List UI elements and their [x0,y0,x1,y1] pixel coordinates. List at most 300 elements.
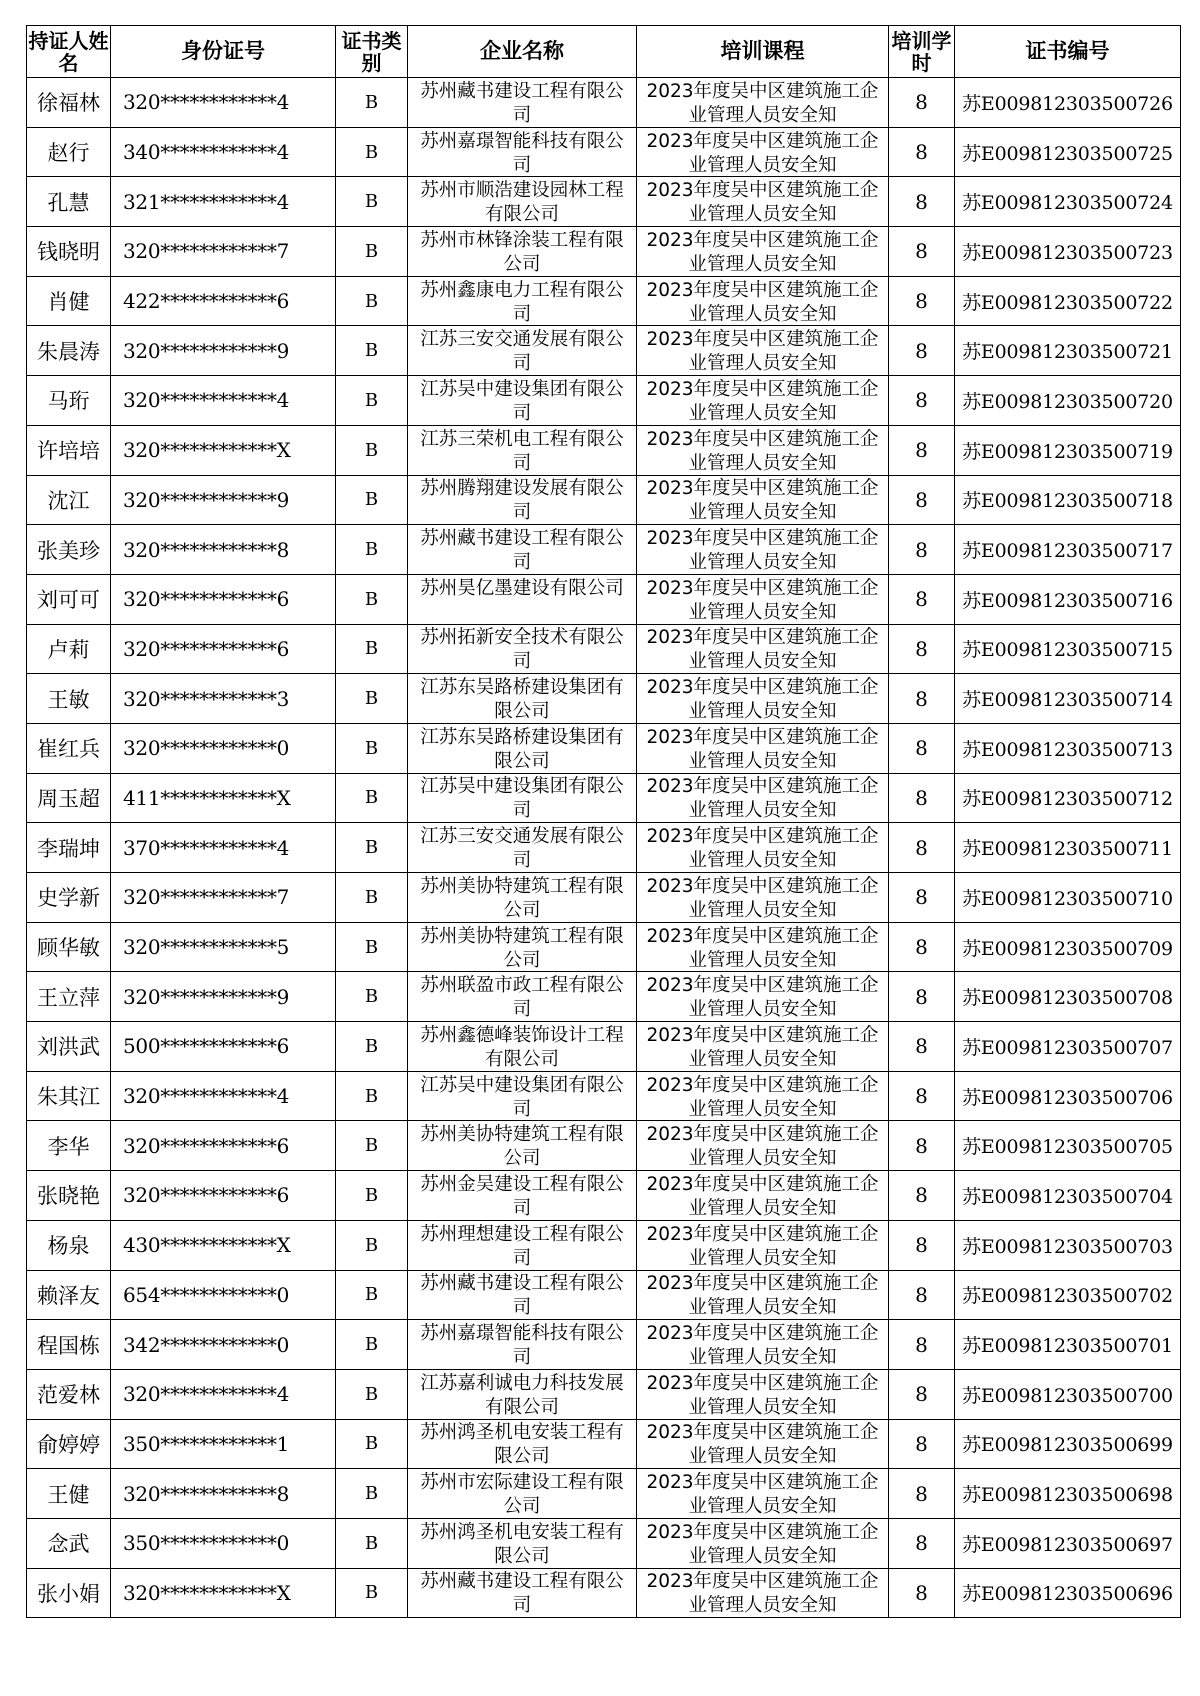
company-name-text: 苏州市顺浩建设园林工程有限公司 [420,180,624,226]
id-number-cell: 320************4 [111,78,336,128]
training-course-cell [637,127,889,177]
company-name-cell [408,873,637,923]
category-cell: B [336,1220,408,1270]
id-number-cell: 320************7 [111,873,336,923]
company-name-text: 江苏三安交通发展有限公司 [420,826,624,872]
training-course-cell [637,425,889,475]
company-name-cell [408,525,637,575]
category-cell: B [336,1369,408,1419]
holder-name-cell: 卢莉 [27,624,111,674]
category-cell: B [336,823,408,873]
certificate-number-cell: 苏E009812303500698 [955,1469,1181,1519]
table-row [27,227,1181,277]
holder-name-cell: 刘洪武 [27,1022,111,1072]
id-number-cell: 320************X [111,425,336,475]
training-course-cell [637,624,889,674]
training-course-cell [637,773,889,823]
company-name-cell [408,1369,637,1419]
holder-name-cell: 范爱林 [27,1369,111,1419]
holder-name-cell: 杨泉 [27,1220,111,1270]
training-course-text: 2023年度吴中区建筑施工企业管理人员安全知 [646,925,879,971]
header-row [27,26,1181,78]
training-course-cell [637,972,889,1022]
training-course-cell [637,376,889,426]
training-hours-cell: 8 [889,525,955,575]
category-cell: B [336,1270,408,1320]
certificate-number-cell: 苏E009812303500702 [955,1270,1181,1320]
certificate-number-cell: 苏E009812303500701 [955,1320,1181,1370]
table-row [27,823,1181,873]
training-course-cell [637,1568,889,1618]
training-course-text: 2023年度吴中区建筑施工企业管理人员安全知 [646,428,879,474]
training-course-text: 2023年度吴中区建筑施工企业管理人员安全知 [646,1223,879,1269]
id-number-cell: 320************4 [111,376,336,426]
table-row [27,1171,1181,1221]
company-name-cell [408,127,637,177]
training-course-text: 2023年度吴中区建筑施工企业管理人员安全知 [646,180,879,226]
training-hours-cell: 8 [889,972,955,1022]
holder-name-cell: 朱晨涛 [27,326,111,376]
category-cell: B [336,1071,408,1121]
company-name-text: 苏州美协特建筑工程有限公司 [420,875,624,921]
category-cell: B [336,127,408,177]
company-name-cell [408,1320,637,1370]
training-hours-cell: 8 [889,326,955,376]
table-row [27,376,1181,426]
table-row [27,475,1181,525]
company-name-text: 江苏吴中建设集团有限公司 [420,1074,624,1120]
table-row [27,1469,1181,1519]
training-hours-cell: 8 [889,127,955,177]
category-cell: B [336,723,408,773]
table-body [27,78,1181,1618]
training-course-text: 2023年度吴中区建筑施工企业管理人员安全知 [646,776,879,822]
holder-name-cell: 赖泽友 [27,1270,111,1320]
id-number-cell: 320************8 [111,1469,336,1519]
training-course-cell [637,1121,889,1171]
company-name-cell [408,1220,637,1270]
company-name-cell [408,1419,637,1469]
company-name-text: 苏州嘉璟智能科技有限公司 [420,1323,624,1369]
certificate-number-cell: 苏E009812303500717 [955,525,1181,575]
holder-name-cell: 俞婷婷 [27,1419,111,1469]
category-cell: B [336,1469,408,1519]
company-name-cell [408,574,637,624]
training-course-cell [637,723,889,773]
holder-name-cell: 崔红兵 [27,723,111,773]
company-name-text: 江苏东吴路桥建设集团有限公司 [420,726,624,772]
training-course-cell [637,1320,889,1370]
header-company-name: 企业名称 [408,26,637,78]
certificate-number-cell: 苏E009812303500720 [955,376,1181,426]
certificate-number-cell: 苏E009812303500709 [955,922,1181,972]
certificate-number-cell: 苏E009812303500711 [955,823,1181,873]
training-hours-cell: 8 [889,1220,955,1270]
training-course-text: 2023年度吴中区建筑施工企业管理人员安全知 [646,229,879,275]
header-certificate-category: 证书类别 [336,26,408,78]
training-hours-cell: 8 [889,723,955,773]
table-row [27,425,1181,475]
holder-name-cell: 王健 [27,1469,111,1519]
company-name-cell [408,1270,637,1320]
holder-name-cell: 刘可可 [27,574,111,624]
holder-name-cell: 李华 [27,1121,111,1171]
training-course-text: 2023年度吴中区建筑施工企业管理人员安全知 [646,826,879,872]
table-row [27,1022,1181,1072]
certificate-number-cell: 苏E009812303500699 [955,1419,1181,1469]
certificate-number-cell: 苏E009812303500707 [955,1022,1181,1072]
id-number-cell: 320************9 [111,475,336,525]
category-cell: B [336,1171,408,1221]
holder-name-cell: 钱晓明 [27,227,111,277]
id-number-cell: 422************6 [111,276,336,326]
holder-name-cell: 李瑞坤 [27,823,111,873]
id-number-cell: 320************6 [111,624,336,674]
header-training-course: 培训课程 [637,26,889,78]
table-row [27,624,1181,674]
table-row [27,1121,1181,1171]
header-id-number: 身份证号 [111,26,336,78]
training-course-cell [637,674,889,724]
id-number-cell: 370************4 [111,823,336,873]
training-hours-cell: 8 [889,674,955,724]
category-cell: B [336,1320,408,1370]
category-cell: B [336,624,408,674]
category-cell: B [336,1568,408,1618]
id-number-cell: 342************0 [111,1320,336,1370]
holder-name-cell: 徐福林 [27,78,111,128]
table-row [27,723,1181,773]
company-name-cell [408,1022,637,1072]
certificate-number-cell: 苏E009812303500704 [955,1171,1181,1221]
training-hours-cell: 8 [889,1320,955,1370]
category-cell: B [336,376,408,426]
company-name-text: 江苏三荣机电工程有限公司 [420,428,624,474]
training-course-cell [637,574,889,624]
training-course-cell [637,525,889,575]
training-course-cell [637,1171,889,1221]
training-course-text: 2023年度吴中区建筑施工企业管理人员安全知 [646,1024,879,1070]
certificate-number-cell: 苏E009812303500714 [955,674,1181,724]
table-row [27,78,1181,128]
training-hours-cell: 8 [889,823,955,873]
training-hours-cell: 8 [889,1121,955,1171]
company-name-cell [408,1171,637,1221]
category-cell: B [336,1419,408,1469]
company-name-text: 苏州市宏际建设工程有限公司 [420,1472,624,1518]
training-course-cell [637,78,889,128]
company-name-text: 苏州联盈市政工程有限公司 [420,975,624,1021]
category-cell: B [336,674,408,724]
certificate-number-cell: 苏E009812303500718 [955,475,1181,525]
holder-name-cell: 沈江 [27,475,111,525]
training-hours-cell: 8 [889,1022,955,1072]
certificate-number-cell: 苏E009812303500726 [955,78,1181,128]
category-cell: B [336,177,408,227]
table-row [27,177,1181,227]
training-course-cell [637,1071,889,1121]
company-name-text: 江苏三安交通发展有限公司 [420,329,624,375]
company-name-cell [408,823,637,873]
certificate-number-cell: 苏E009812303500700 [955,1369,1181,1419]
table-row [27,1369,1181,1419]
table-row [27,1320,1181,1370]
holder-name-cell: 王敏 [27,674,111,724]
training-course-text: 2023年度吴中区建筑施工企业管理人员安全知 [646,677,879,723]
id-number-cell: 320************0 [111,723,336,773]
id-number-cell: 320************3 [111,674,336,724]
training-hours-cell: 8 [889,425,955,475]
id-number-cell: 430************X [111,1220,336,1270]
company-name-cell [408,78,637,128]
certificate-number-cell: 苏E009812303500705 [955,1121,1181,1171]
category-cell: B [336,922,408,972]
certificate-number-cell: 苏E009812303500712 [955,773,1181,823]
training-course-cell [637,1220,889,1270]
category-cell: B [336,276,408,326]
company-name-cell [408,723,637,773]
company-name-text: 苏州藏书建设工程有限公司 [420,528,624,574]
training-hours-cell: 8 [889,227,955,277]
training-course-text: 2023年度吴中区建筑施工企业管理人员安全知 [646,1521,879,1567]
category-cell: B [336,972,408,1022]
id-number-cell: 320************7 [111,227,336,277]
company-name-text: 江苏吴中建设集团有限公司 [420,378,624,424]
training-course-text: 2023年度吴中区建筑施工企业管理人员安全知 [646,80,879,126]
company-name-cell [408,177,637,227]
id-number-cell: 340************4 [111,127,336,177]
certificate-number-cell: 苏E009812303500708 [955,972,1181,1022]
header-certificate-number: 证书编号 [955,26,1181,78]
training-course-text: 2023年度吴中区建筑施工企业管理人员安全知 [646,130,879,176]
company-name-cell [408,1121,637,1171]
company-name-text: 苏州美协特建筑工程有限公司 [420,925,624,971]
certificate-number-cell: 苏E009812303500706 [955,1071,1181,1121]
training-hours-cell: 8 [889,1270,955,1320]
company-name-cell [408,376,637,426]
category-cell: B [336,574,408,624]
company-name-text: 苏州昊亿墨建设有限公司 [420,577,624,599]
holder-name-cell: 孔慧 [27,177,111,227]
training-course-text: 2023年度吴中区建筑施工企业管理人员安全知 [646,627,879,673]
table-row [27,574,1181,624]
training-course-text: 2023年度吴中区建筑施工企业管理人员安全知 [646,478,879,524]
company-name-cell [408,475,637,525]
id-number-cell: 320************9 [111,326,336,376]
company-name-text: 苏州藏书建设工程有限公司 [420,80,624,126]
training-course-cell [637,1518,889,1568]
company-name-cell [408,1568,637,1618]
company-name-text: 苏州藏书建设工程有限公司 [420,1273,624,1319]
id-number-cell: 350************1 [111,1419,336,1469]
id-number-cell: 321************4 [111,177,336,227]
category-cell: B [336,326,408,376]
company-name-cell [408,276,637,326]
category-cell: B [336,873,408,923]
training-hours-cell: 8 [889,1071,955,1121]
category-cell: B [336,475,408,525]
category-cell: B [336,425,408,475]
training-course-cell [637,475,889,525]
certificate-number-cell: 苏E009812303500722 [955,276,1181,326]
id-number-cell: 320************6 [111,1121,336,1171]
training-course-cell [637,177,889,227]
table-row [27,972,1181,1022]
company-name-cell [408,1518,637,1568]
training-course-text: 2023年度吴中区建筑施工企业管理人员安全知 [646,378,879,424]
category-cell: B [336,773,408,823]
certificate-number-cell: 苏E009812303500713 [955,723,1181,773]
table-row [27,1419,1181,1469]
company-name-text: 苏州理想建设工程有限公司 [420,1223,624,1269]
company-name-text: 苏州鑫康电力工程有限公司 [420,279,624,325]
id-number-cell: 320************5 [111,922,336,972]
certificate-number-cell: 苏E009812303500696 [955,1568,1181,1618]
id-number-cell: 320************4 [111,1071,336,1121]
id-number-cell: 411************X [111,773,336,823]
header-holder-name: 持证人姓名 [27,26,111,78]
table-row [27,1220,1181,1270]
holder-name-cell: 顾华敏 [27,922,111,972]
training-course-cell [637,873,889,923]
training-hours-cell: 8 [889,922,955,972]
training-course-text: 2023年度吴中区建筑施工企业管理人员安全知 [646,1173,879,1219]
category-cell: B [336,525,408,575]
table-row [27,1071,1181,1121]
table-row [27,276,1181,326]
certificate-table [26,25,1181,1618]
training-hours-cell: 8 [889,1369,955,1419]
training-hours-cell: 8 [889,773,955,823]
certificate-number-cell: 苏E009812303500697 [955,1518,1181,1568]
certificate-number-cell: 苏E009812303500723 [955,227,1181,277]
holder-name-cell: 周玉超 [27,773,111,823]
training-hours-cell: 8 [889,1568,955,1618]
training-hours-cell: 8 [889,376,955,426]
id-number-cell: 350************0 [111,1518,336,1568]
training-hours-cell: 8 [889,1469,955,1519]
training-course-text: 2023年度吴中区建筑施工企业管理人员安全知 [646,1472,879,1518]
training-hours-cell: 8 [889,1171,955,1221]
id-number-cell: 500************6 [111,1022,336,1072]
certificate-number-cell: 苏E009812303500715 [955,624,1181,674]
training-hours-cell: 8 [889,276,955,326]
id-number-cell: 320************6 [111,1171,336,1221]
certificate-number-cell: 苏E009812303500716 [955,574,1181,624]
certificate-number-cell: 苏E009812303500703 [955,1220,1181,1270]
id-number-cell: 320************X [111,1568,336,1618]
company-name-cell [408,227,637,277]
table-row [27,525,1181,575]
training-course-cell [637,276,889,326]
holder-name-cell: 程国栋 [27,1320,111,1370]
id-number-cell: 320************4 [111,1369,336,1419]
table-row [27,326,1181,376]
company-name-text: 苏州市林锋涂装工程有限公司 [420,229,624,275]
holder-name-cell: 肖健 [27,276,111,326]
training-hours-cell: 8 [889,475,955,525]
holder-name-cell: 张小娟 [27,1568,111,1618]
company-name-text: 苏州金吴建设工程有限公司 [420,1173,624,1219]
training-course-cell [637,326,889,376]
company-name-text: 江苏东吴路桥建设集团有限公司 [420,677,624,723]
training-course-cell [637,227,889,277]
company-name-cell [408,326,637,376]
company-name-text: 苏州鸿圣机电安装工程有限公司 [420,1521,624,1567]
company-name-text: 苏州鑫德峰装饰设计工程有限公司 [420,1024,624,1070]
certificate-number-cell: 苏E009812303500710 [955,873,1181,923]
company-name-text: 苏州美协特建筑工程有限公司 [420,1124,624,1170]
company-name-text: 苏州嘉璟智能科技有限公司 [420,130,624,176]
category-cell: B [336,1022,408,1072]
training-course-cell [637,1369,889,1419]
training-hours-cell: 8 [889,177,955,227]
holder-name-cell: 王立萍 [27,972,111,1022]
table-row [27,873,1181,923]
category-cell: B [336,1121,408,1171]
holder-name-cell: 张晓艳 [27,1171,111,1221]
training-course-text: 2023年度吴中区建筑施工企业管理人员安全知 [646,1124,879,1170]
training-course-text: 2023年度吴中区建筑施工企业管理人员安全知 [646,1323,879,1369]
training-course-text: 2023年度吴中区建筑施工企业管理人员安全知 [646,528,879,574]
table-row [27,1518,1181,1568]
training-course-cell [637,1469,889,1519]
company-name-text: 苏州腾翔建设发展有限公司 [420,478,624,524]
id-number-cell: 320************9 [111,972,336,1022]
training-course-text: 2023年度吴中区建筑施工企业管理人员安全知 [646,975,879,1021]
id-number-cell: 320************8 [111,525,336,575]
certificate-number-cell: 苏E009812303500719 [955,425,1181,475]
training-course-text: 2023年度吴中区建筑施工企业管理人员安全知 [646,726,879,772]
training-hours-cell: 8 [889,1419,955,1469]
company-name-cell [408,674,637,724]
certificate-number-cell: 苏E009812303500721 [955,326,1181,376]
category-cell: B [336,78,408,128]
training-course-cell [637,1022,889,1072]
table-row [27,922,1181,972]
table-row [27,773,1181,823]
training-course-cell [637,922,889,972]
certificate-number-cell: 苏E009812303500724 [955,177,1181,227]
header-training-hours: 培训学时 [889,26,955,78]
company-name-cell [408,1469,637,1519]
holder-name-cell: 史学新 [27,873,111,923]
company-name-text: 苏州藏书建设工程有限公司 [420,1571,624,1617]
table-row [27,1270,1181,1320]
holder-name-cell: 念武 [27,1518,111,1568]
training-hours-cell: 8 [889,574,955,624]
holder-name-cell: 马珩 [27,376,111,426]
company-name-cell [408,922,637,972]
table-row [27,1568,1181,1618]
company-name-text: 江苏吴中建设集团有限公司 [420,776,624,822]
table-row [27,127,1181,177]
company-name-cell [408,425,637,475]
company-name-text: 苏州拓新安全技术有限公司 [420,627,624,673]
training-course-text: 2023年度吴中区建筑施工企业管理人员安全知 [646,279,879,325]
company-name-text: 江苏嘉利诚电力科技发展有限公司 [420,1372,624,1418]
training-course-cell [637,823,889,873]
training-course-text: 2023年度吴中区建筑施工企业管理人员安全知 [646,1422,879,1468]
holder-name-cell: 张美珍 [27,525,111,575]
training-course-text: 2023年度吴中区建筑施工企业管理人员安全知 [646,329,879,375]
training-hours-cell: 8 [889,873,955,923]
training-course-text: 2023年度吴中区建筑施工企业管理人员安全知 [646,1571,879,1617]
category-cell: B [336,227,408,277]
company-name-cell [408,773,637,823]
category-cell: B [336,1518,408,1568]
training-hours-cell: 8 [889,1518,955,1568]
